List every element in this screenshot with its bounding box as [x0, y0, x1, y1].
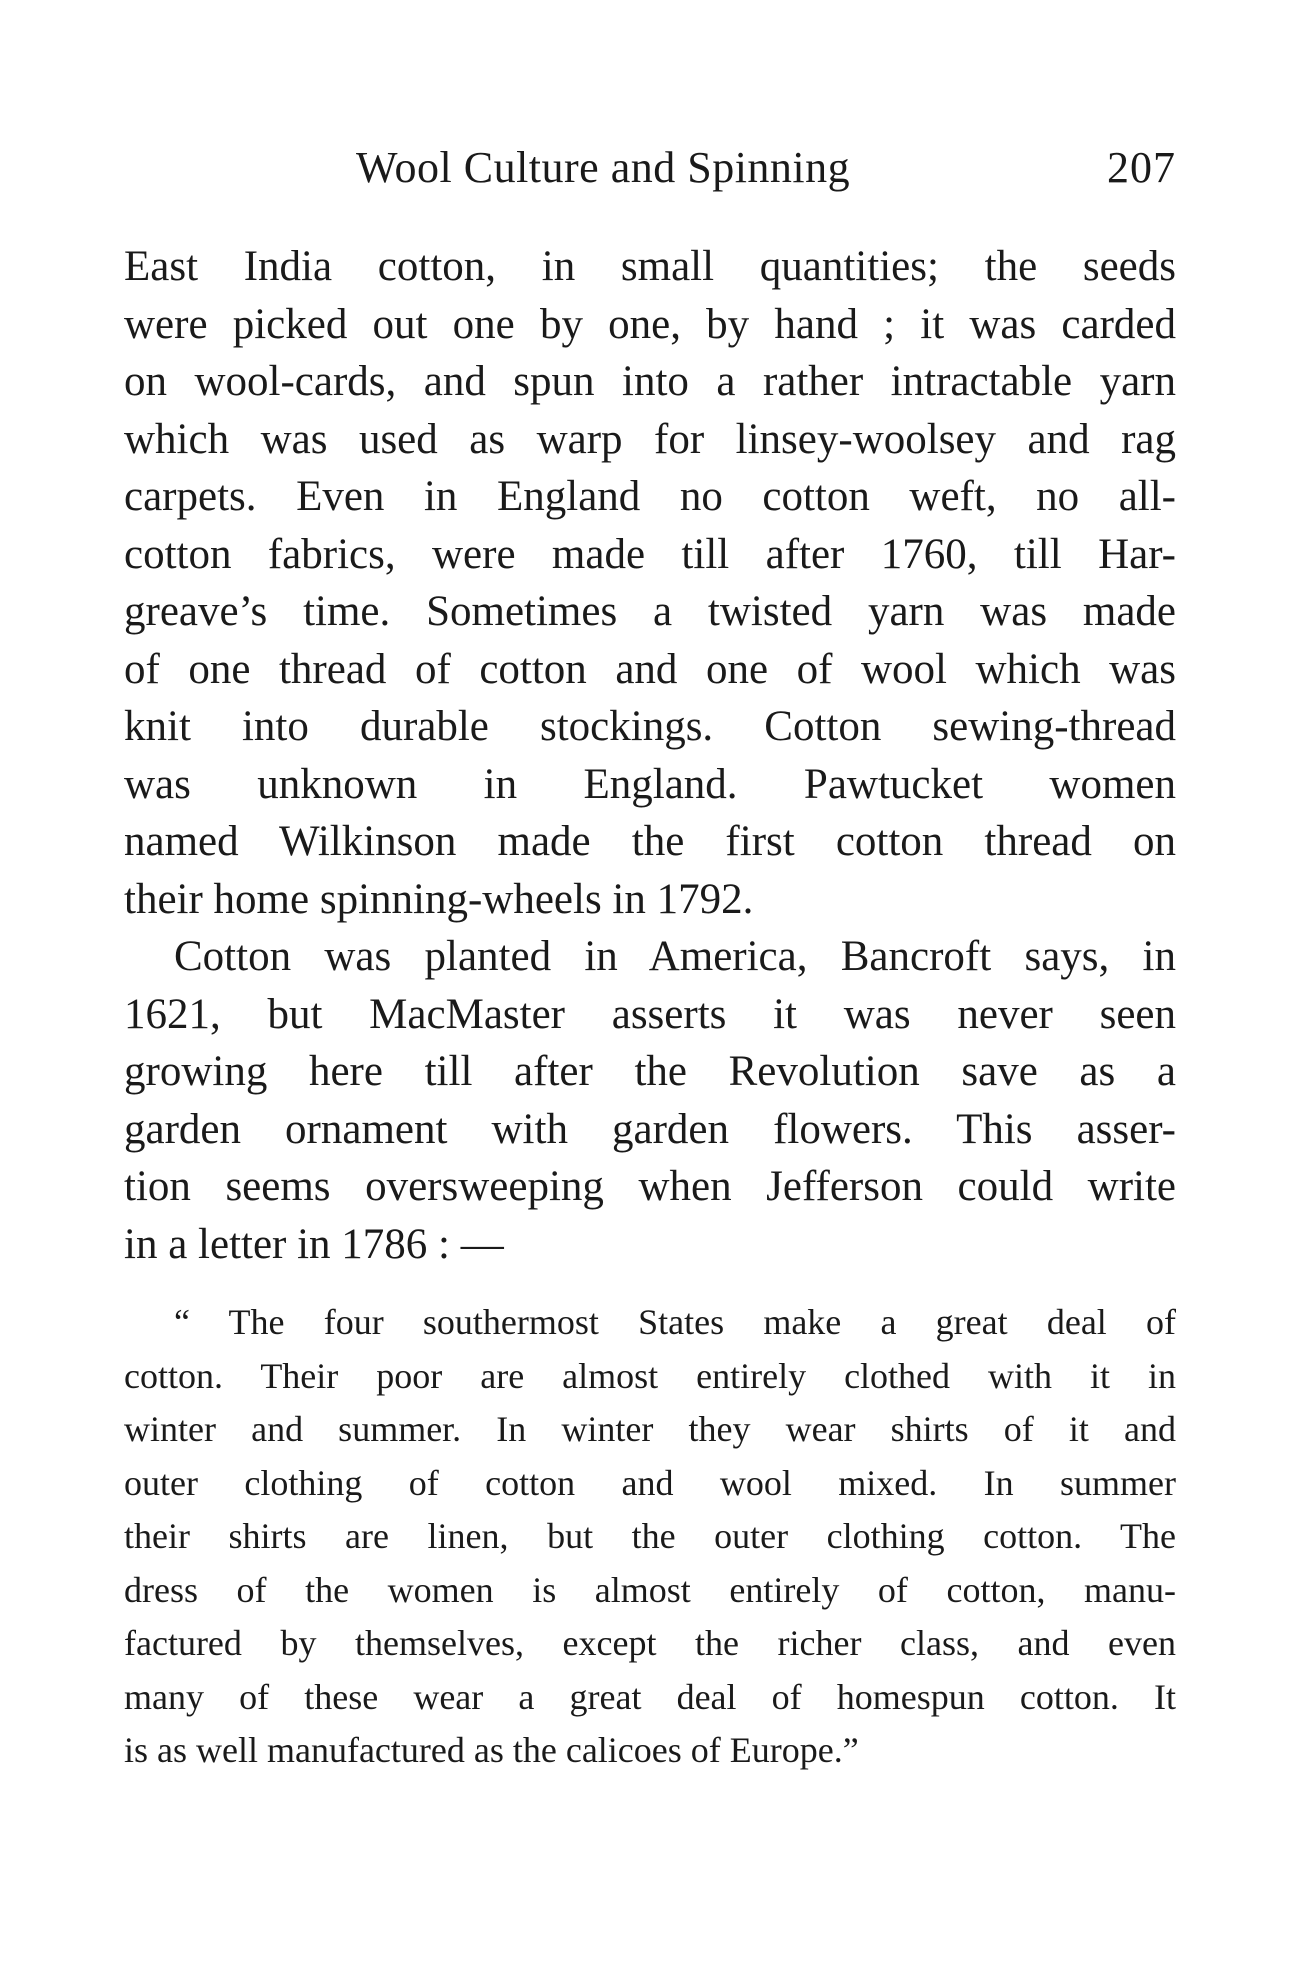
paragraph-1 [124, 238, 1176, 928]
text-line: were picked out one by one, by hand ; it was carded [124, 300, 1176, 348]
page-number: 207 [1107, 143, 1176, 192]
running-head [124, 138, 1176, 198]
quote-line: cotton. Their poor are almost entirely clothed with it in [124, 1355, 1176, 1396]
quote-line: factured by themselves, except the richer class, and even [124, 1623, 1176, 1663]
text-line: Cotton was planted in America, Bancroft says, in [174, 933, 1176, 980]
text-line: was unknown in England. Pawtucket women [124, 760, 1176, 808]
text-line: carpets. Even in England no cotton weft, no all- [124, 473, 1176, 520]
quote-line: dress of the women is almost entirely of cotton, manu- [124, 1569, 1176, 1610]
text-line: growing here till after the Revolution save as a [124, 1048, 1176, 1095]
text-line: their home spinning-wheels in 1792. [124, 875, 754, 923]
running-title: Wool Culture and Spinning [356, 143, 851, 192]
text-line: on wool-cards, and spun into a rather intractable yarn [124, 358, 1176, 405]
text-line: cotton fabrics, were made till after 1760, till Har- [124, 530, 1176, 578]
text-line: greave’s time. Sometimes a twisted yarn was made [124, 588, 1176, 635]
text-line: of one thread of cotton and one of wool which was [124, 645, 1176, 693]
text-line: which was used as warp for linsey-woolsey and rag [124, 415, 1176, 463]
text-line: garden ornament with garden flowers. This asser- [124, 1105, 1176, 1153]
quote-line: their shirts are linen, but the outer clothing cotton. The [124, 1516, 1176, 1556]
text-line: East India cotton, in small quantities; the seeds [124, 243, 1176, 290]
book-page [124, 0, 1176, 1972]
quote-line: is as well manufactured as the calicoes of Europe.” [124, 1730, 859, 1770]
text-line: named Wilkinson made the first cotton thread on [124, 818, 1176, 865]
quote-line: many of these wear a great deal of homespun cotton. It [124, 1676, 1176, 1717]
quote-line: “ The four southermost States make a great deal of [174, 1302, 1176, 1342]
block-quotation [124, 1296, 1176, 1778]
body-text [124, 238, 1176, 1273]
quote-line: outer clothing of cotton and wool mixed. In summer [124, 1462, 1176, 1503]
paragraph-2 [124, 928, 1176, 1273]
quote-line: winter and summer. In winter they wear shirts of it and [124, 1409, 1176, 1449]
text-line: knit into durable stockings. Cotton sewing-thread [124, 703, 1176, 750]
text-line: in a letter in 1786 : — [124, 1220, 504, 1268]
text-line: tion seems oversweeping when Jefferson could write [124, 1163, 1176, 1210]
text-line: 1621, but MacMaster asserts it was never seen [124, 990, 1176, 1038]
